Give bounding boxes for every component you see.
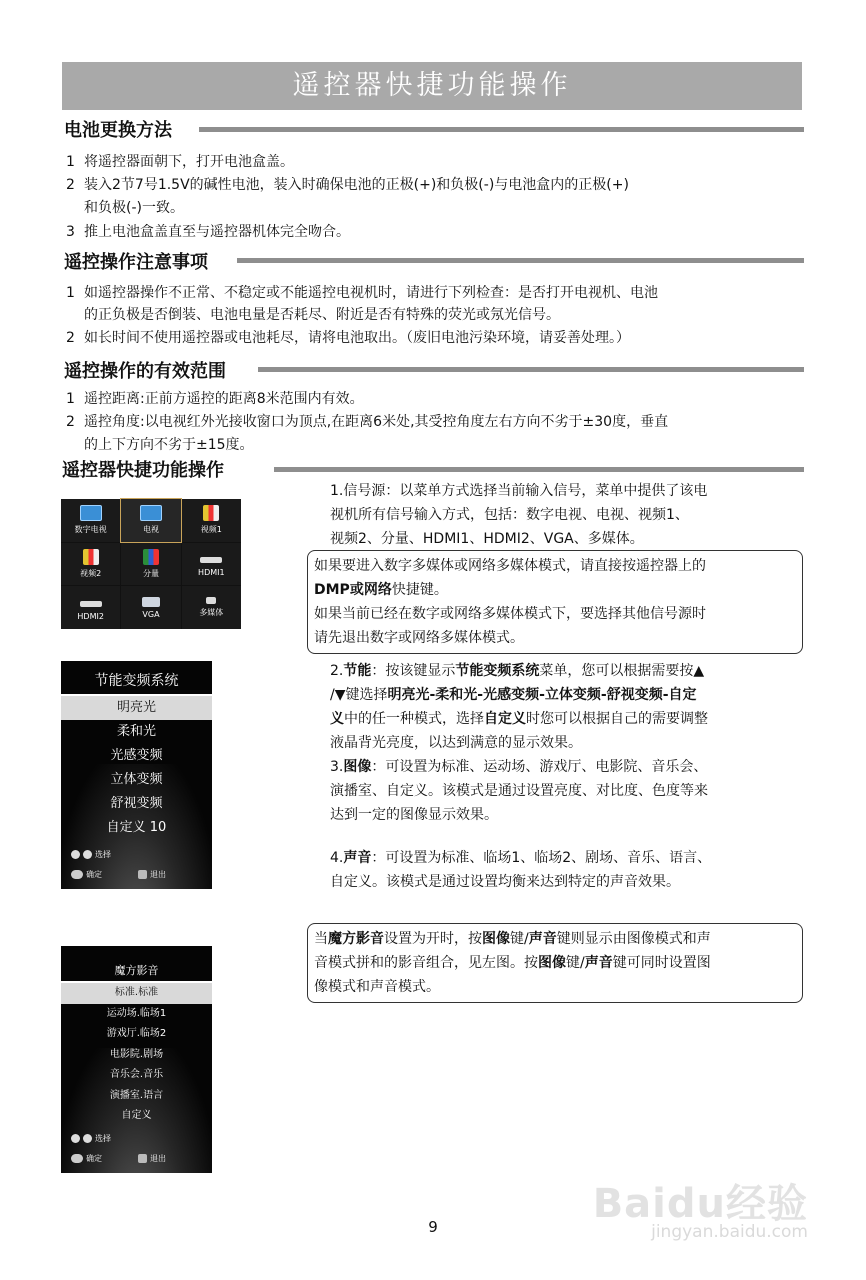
energy-menu-item: 舒视变频 [110,796,163,811]
energy-menu-item: 柔和光 [116,724,156,739]
baidu-watermark-url: jingyan.baidu.com [651,1222,808,1242]
page-banner: 遥控器快捷功能操作 [62,62,802,110]
source-cell-hdmi1: HDMI1 [182,543,241,586]
exit-icon [138,870,147,879]
notice-item-1-cont: 的正负极是否倒装、电池电量是否耗尽、附近是否有特殊的荧光或氖光信号。 [84,307,560,323]
magic-menu-item: 音乐会.音乐 [109,1069,164,1080]
page-number: 9 [428,1218,438,1236]
av-plug-icon [203,505,219,521]
energy-menu-item: 立体变频 [110,772,163,787]
magic-menu-item: 游戏厅.临场2 [106,1028,167,1039]
usb-icon [206,597,216,604]
menu-hint-select: 选择 [71,1133,111,1144]
source-cell-hdmi2: HDMI2 [61,586,120,629]
hdmi-icon [200,557,222,563]
magic-menu-item: 标准.标准 [61,981,212,1004]
range-item-1: 1 遥控距离:正前方遥控的距离8米范围内有效。 [66,391,364,407]
down-arrow-icon [83,1134,92,1143]
section-rule [199,127,804,132]
source-cell-vga: VGA [121,586,180,629]
hdmi-icon [80,601,102,607]
energy-desc: 2.节能：按该键显示节能变频系统菜单，您可以根据需要按▲ /▼键选择明亮光-柔和光-光感变频-立体变频-舒视变频-自定 义中的任一种模式，选择自定义时您可以根据自己的需要调整 液晶背光亮度，以达到满意的显示效果。 [330,663,708,751]
magic-menu-item: 运动场.临场1 [106,1007,167,1019]
down-arrow-icon [83,850,92,859]
menu-hint-select: 选择 [71,849,111,860]
battery-step-1: 1 将遥控器面朝下，打开电池盒盖。 [66,154,294,170]
exit-icon [138,1154,147,1163]
section-rule [237,258,804,263]
battery-step-3: 3 推上电池盒盖直至与遥控器机体完全吻合。 [66,224,350,240]
magic-menu-title: 魔方影音 [114,964,159,977]
energy-menu-image [61,661,212,889]
note-box-media: 如果要进入数字多媒体或网络多媒体模式，请直接按遥控器上的 DMP或网络快捷键。 如果当前已经在数字或网络多媒体模式下，要选择其他信号源时 请先退出数字或网络多媒体模式。 [307,550,803,654]
magic-menu-image [61,946,212,1173]
source-menu-image [61,499,241,629]
battery-step-2: 2 装入2节7号1.5V的碱性电池，装入时确保电池的正极(+)和负极(-)与电池盒内的正极(+) [66,177,629,193]
ok-icon [71,870,83,879]
range-item-2: 2 遥控角度:以电视红外光接收窗口为顶点,在距离6米处,其受控角度左右方向不劣于±30度，垂直 [66,414,669,430]
magic-menu-item: 电影院.剧场 [109,1048,164,1060]
magic-menu-item: 演播室.语言 [109,1089,164,1101]
energy-menu-title: 节能变频系统 [94,673,179,689]
signal-desc: 1.信号源：以菜单方式选择当前输入信号，菜单中提供了该电 视机所有信号输入方式，包括：数字电视、电视、视频1、 视频2、分量、HDMI1、HDMI2、VGA、多媒体。 [330,483,708,547]
menu-hint-ok-exit: 确定 退出 [71,869,166,880]
ok-icon [71,1154,83,1163]
source-cell-dtv: 数字电视 [61,499,120,542]
battery-step-2-cont: 和负极(-)一致。 [84,200,184,216]
source-cell-media: 多媒体 [182,586,241,629]
energy-menu-item: 明亮光 [61,694,212,720]
section-title-battery: 电池更换方法 [64,120,172,141]
section-title-range: 遥控操作的有效范围 [64,361,226,382]
source-cell-av1: 视频1 [182,499,241,542]
baidu-watermark-logo: Baidu经验 [592,1181,808,1227]
dtv-icon [80,505,102,521]
source-cell-component: 分量 [121,543,180,586]
section-rule [258,367,804,372]
notice-item-1: 1 如遥控器操作不正常、不稳定或不能遥控电视机时，请进行下列检查：是否打开电视机、电池 [66,285,658,301]
picture-desc: 3.图像：可设置为标准、运动场、游戏厅、电影院、音乐会、 演播室、自定义。该模式是通过设置亮度、对比度、色度等来 达到一定的图像显示效果。 [330,759,708,823]
source-cell-tv: 电视 [121,499,180,542]
vga-icon [142,597,160,607]
section-rule [274,467,804,472]
av-plug-icon [83,549,99,565]
section-title-notice: 遥控操作注意事项 [64,252,208,273]
tv-icon [140,505,162,521]
section-title-shortcut: 遥控器快捷功能操作 [62,460,224,481]
component-plug-icon [143,549,159,565]
magic-menu-item: 自定义 [121,1110,152,1121]
energy-menu-item: 光感变频 [110,748,163,763]
menu-hint-ok-exit: 确定 退出 [71,1153,166,1164]
note-box-magic: 当魔方影音设置为开时，按图像键/声音键则显示由图像模式和声 音模式拼和的影音组合，见左图。按图像键/声音键可同时设置图 像模式和声音模式。 [307,923,803,1003]
up-arrow-icon [71,1134,80,1143]
energy-menu-item: 自定义 10 [106,820,167,835]
range-item-2-cont: 的上下方向不劣于±15度。 [84,437,254,453]
up-arrow-icon [71,850,80,859]
source-cell-av2: 视频2 [61,543,120,586]
sound-desc: 4.声音：可设置为标准、临场1、临场2、剧场、音乐、语言、 自定义。该模式是通过设置均衡来达到特定的声音效果。 [330,850,712,890]
notice-item-2: 2 如长时间不使用遥控器或电池耗尽，请将电池取出。（废旧电池污染环境，请妥善处理。） [66,330,630,346]
